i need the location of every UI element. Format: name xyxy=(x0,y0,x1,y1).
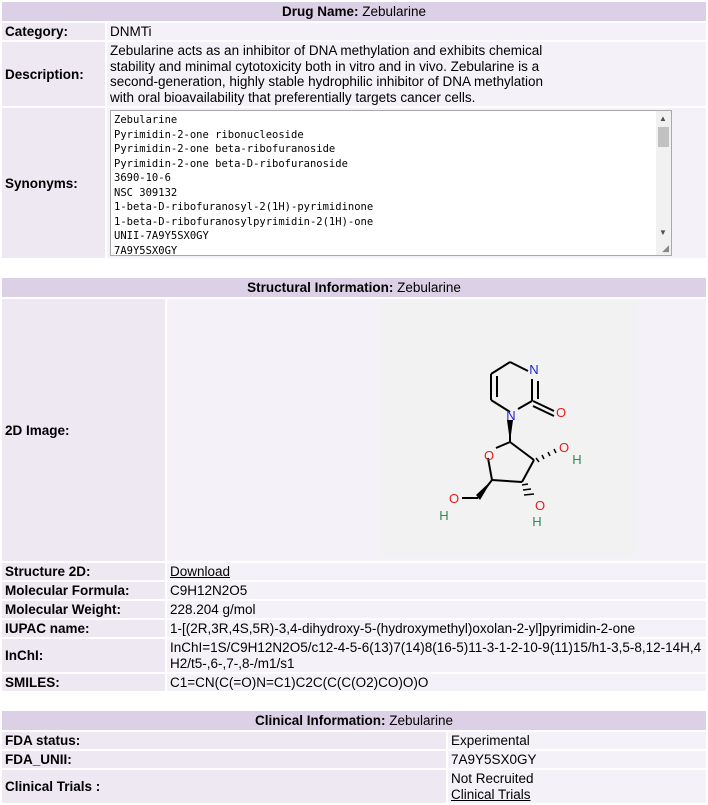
atom-n2: N xyxy=(529,362,539,377)
inchi-label: InChI: xyxy=(2,639,165,672)
image-label: 2D Image: xyxy=(2,299,165,561)
synonym-item: UNII-7A9Y5SX0GY xyxy=(114,230,209,242)
structural-info-table xyxy=(0,276,708,693)
formula-value: C9H12N2O5 xyxy=(167,582,706,599)
drug-name-value: Zebularine xyxy=(362,4,427,19)
atom-o-hydroxyl-3: O xyxy=(448,491,460,506)
scroll-thumb[interactable] xyxy=(658,127,669,147)
drug-name-label: Drug Name: xyxy=(281,4,359,19)
fda-unii-label: FDA_UNII: xyxy=(2,751,446,768)
synonym-item: 3690-10-6 xyxy=(114,172,171,184)
synonym-item: 7A9Y5SX0GY xyxy=(114,244,178,255)
clinical-header-label: Clinical Information: xyxy=(254,713,386,728)
drug-info-table xyxy=(0,0,708,260)
structural-header-label: Structural Information: xyxy=(247,280,394,295)
synonym-item: Zebularine xyxy=(114,114,178,126)
atom-h-3: H xyxy=(439,508,449,523)
smiles-label: SMILES: xyxy=(2,674,165,691)
download-link[interactable]: Download xyxy=(170,564,231,579)
category-value: DNMTi xyxy=(107,23,706,40)
atom-n1: N xyxy=(506,408,516,423)
synonym-item: Pyrimidin-2-one beta-D-ribofuranoside xyxy=(114,157,348,170)
category-label: Category: xyxy=(2,23,105,40)
structural-header xyxy=(2,278,706,297)
inchi-value: InChI=1S/C9H12N2O5/c12-4-5-6(13)7(14)8(16-5)11-3-1-2-10-9(11)15/h1-3,5-8,12-14H,4H2/t5-,6-,7-,8-/m1/s1 xyxy=(167,639,706,672)
fda-status-label: FDA status: xyxy=(2,732,446,749)
description-label: Description: xyxy=(2,42,105,106)
fda-status-value: Experimental xyxy=(448,732,706,749)
synonyms-list xyxy=(111,111,671,255)
trials-status: Not Recruited xyxy=(451,771,534,786)
atom-h-2: H xyxy=(532,514,542,529)
synonyms-label: Synonyms: xyxy=(2,108,105,258)
synonym-item: 1-beta-D-ribofuranosylpyrimidin-2(1H)-one xyxy=(114,215,374,228)
synonyms-textarea[interactable] xyxy=(110,110,672,256)
fda-unii-value: 7A9Y5SX0GY xyxy=(448,751,706,768)
scroll-down-icon[interactable]: ▼ xyxy=(659,228,667,237)
structure2d-label: Structure 2D: xyxy=(2,563,165,580)
atom-o-hydroxyl-2: O xyxy=(534,498,546,513)
resize-grip-icon[interactable]: ◢ xyxy=(662,243,669,253)
synonym-item: Pyrimidin-2-one beta-ribofuranoside xyxy=(114,143,336,155)
atom-h-1: H xyxy=(572,452,582,467)
description-value: Zebularine acts as an inhibitor of DNA methylation and exhibits chemical stability and minimal cytotoxicity both in vitro and in vivo. Zebularine is a second-generation, highly stable hydrophilic inhibitor of DNA methylation with oral bioavailability that preferentially targets cancer cells. xyxy=(110,43,543,105)
synonyms-cell xyxy=(107,108,706,258)
image-cell xyxy=(167,299,706,561)
synonym-item: 1-beta-D-ribofuranosyl-2(1H)-pyrimidinone xyxy=(114,201,374,213)
weight-label: Molecular Weight: xyxy=(2,601,165,618)
smiles-value: C1=CN(C(=O)N=C1)C2C(C(C(O2)CO)O)O xyxy=(167,674,706,691)
clinical-header xyxy=(2,711,706,730)
iupac-label: IUPAC name: xyxy=(2,620,165,637)
atom-o-carbonyl: O xyxy=(555,405,567,420)
scroll-up-icon[interactable]: ▲ xyxy=(659,114,667,123)
clinical-info-table xyxy=(0,709,708,805)
synonym-item: NSC 309132 xyxy=(114,186,178,199)
drug-name-header xyxy=(2,2,706,21)
clinical-header-value: Zebularine xyxy=(389,713,454,728)
trials-cell xyxy=(448,770,706,803)
structural-header-value: Zebularine xyxy=(397,280,461,295)
molecule-structure-svg xyxy=(382,302,638,558)
weight-value: 228.204 g/mol xyxy=(167,601,706,618)
description-cell xyxy=(107,42,706,106)
molecule-image xyxy=(382,302,638,558)
atom-o-hydroxyl-1: O xyxy=(558,440,570,455)
synonym-item: Pyrimidin-2-one ribonucleoside xyxy=(114,128,304,141)
synonyms-scrollbar[interactable] xyxy=(656,111,671,255)
iupac-value: 1-[(2R,3R,4S,5R)-3,4-dihydroxy-5-(hydroxymethyl)oxolan-2-yl]pyrimidin-2-one xyxy=(167,620,706,637)
clinical-trials-link[interactable]: Clinical Trials xyxy=(451,786,531,802)
structure2d-cell xyxy=(167,563,706,580)
formula-label: Molecular Formula: xyxy=(2,582,165,599)
trials-label: Clinical Trials : xyxy=(2,770,446,803)
atom-o-ring: O xyxy=(483,448,495,463)
